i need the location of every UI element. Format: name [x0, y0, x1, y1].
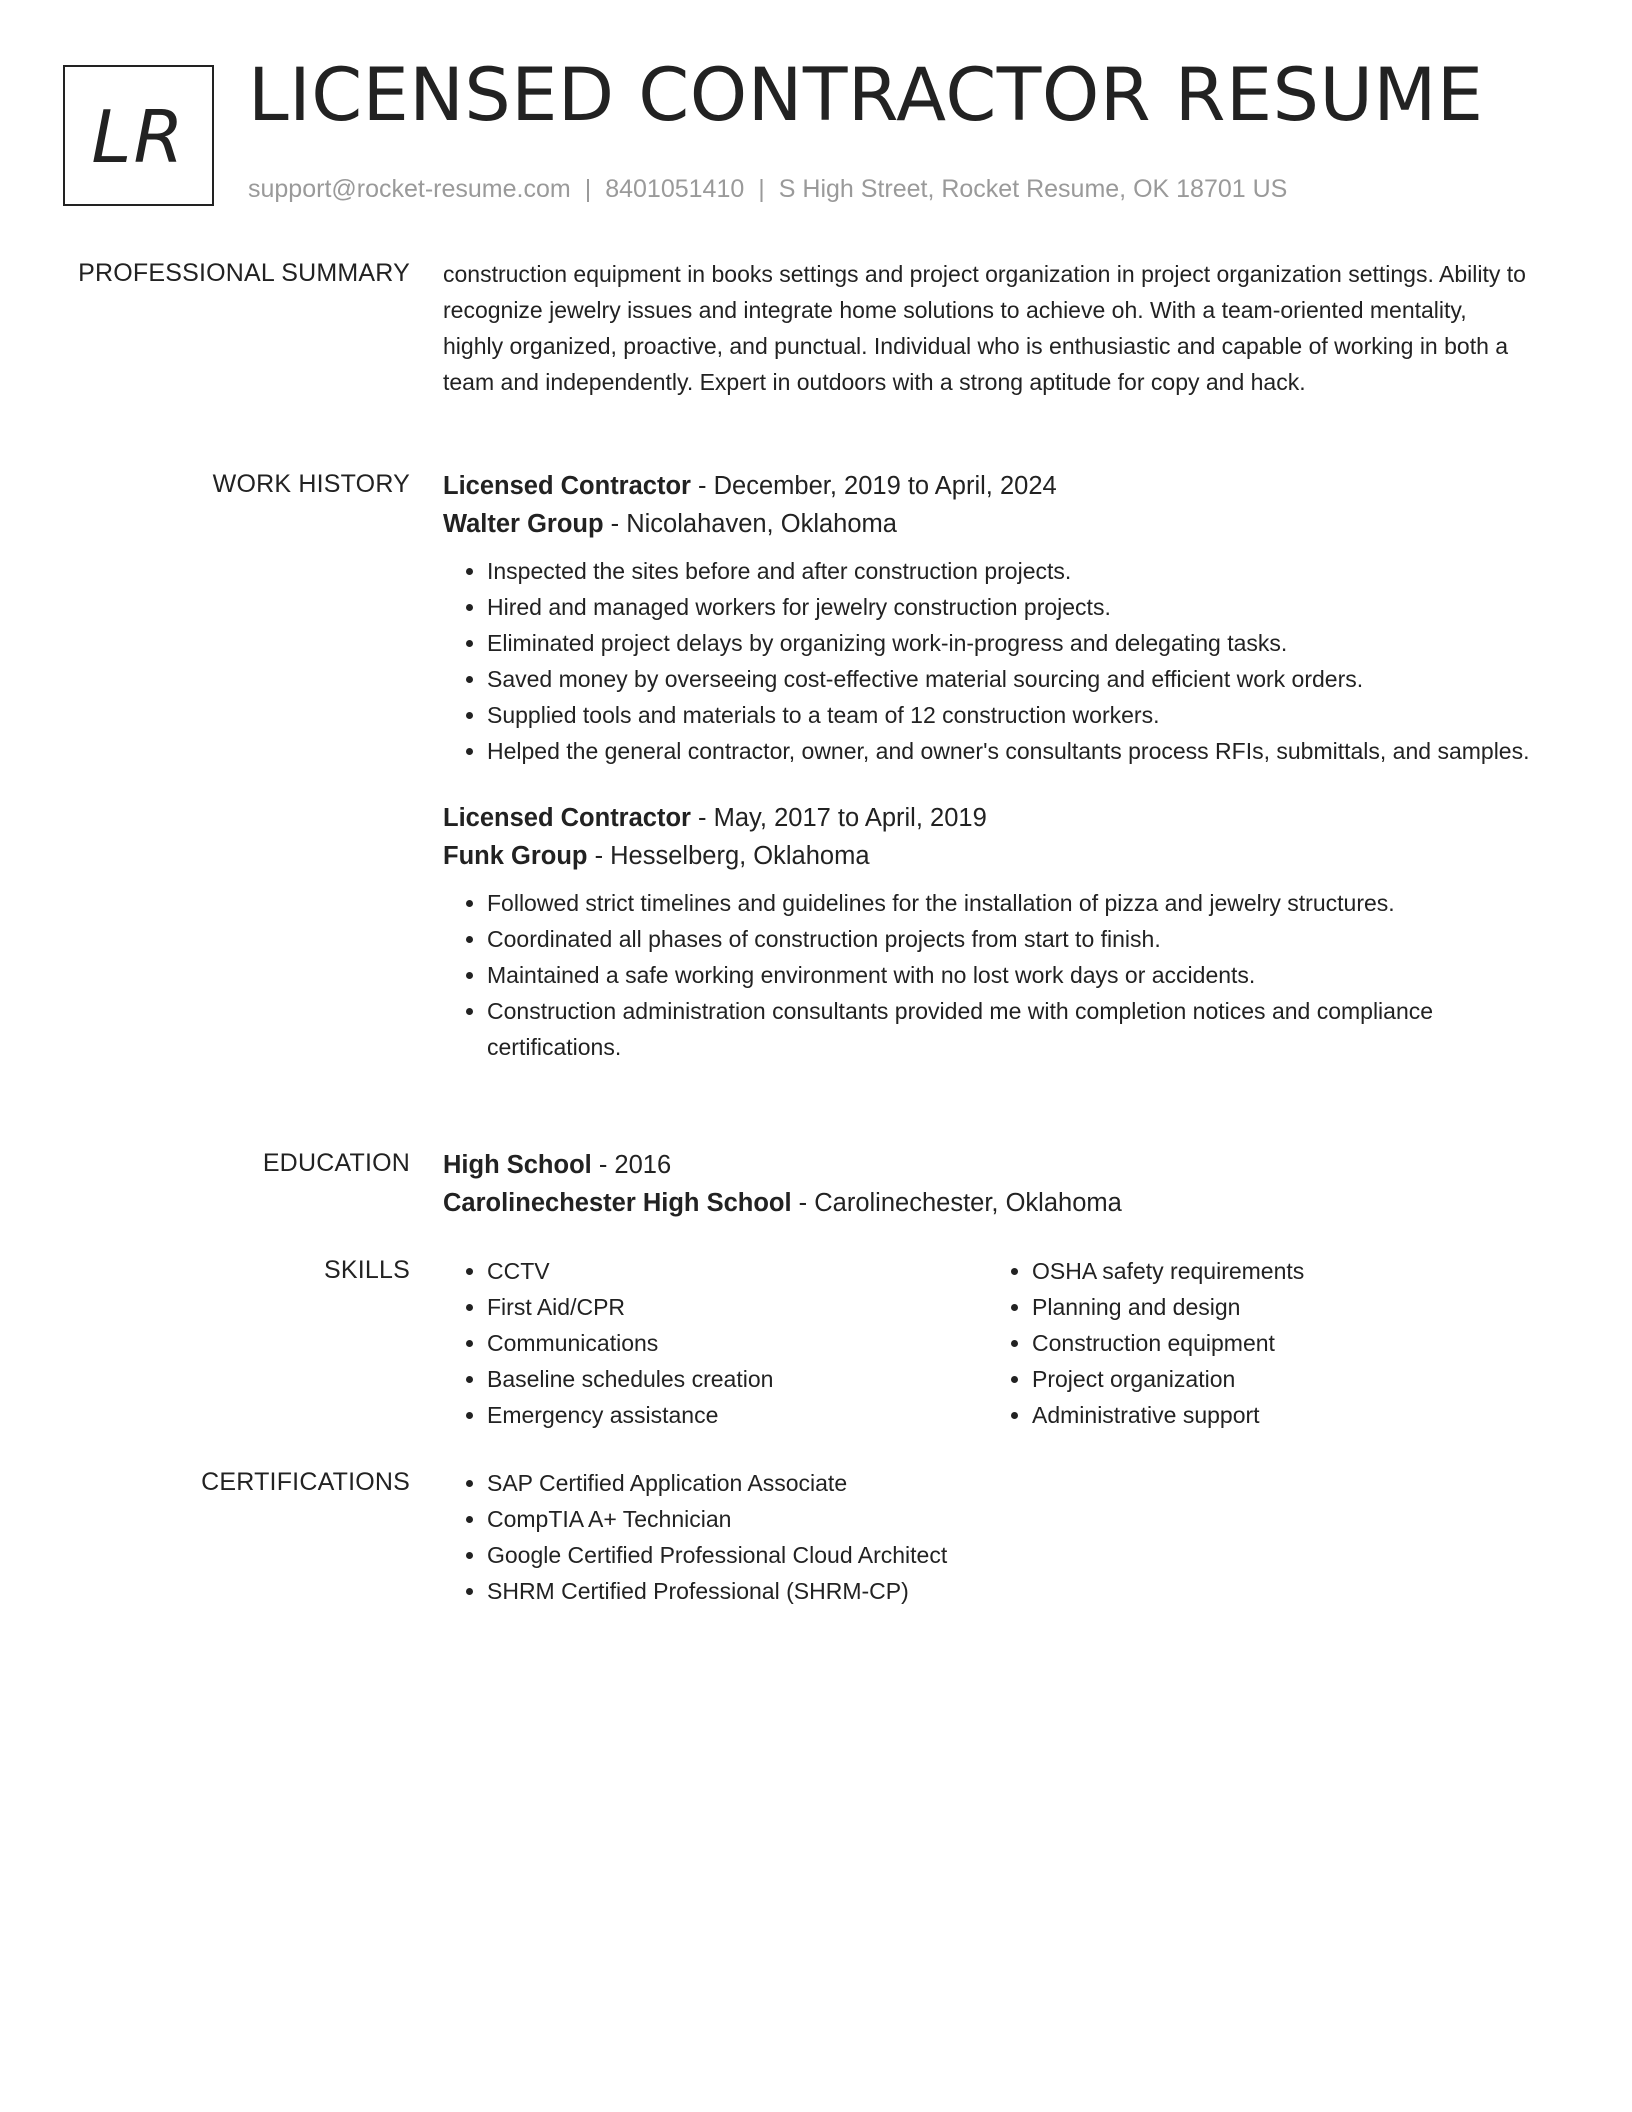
job-title: Licensed Contractor: [443, 804, 691, 832]
resume-title: LICENSED CONTRACTOR RESUME: [248, 53, 1484, 138]
job-entry: [443, 467, 1533, 769]
job-dates: - May, 2017 to April, 2019: [690, 804, 987, 832]
education-school-line: [443, 1184, 1533, 1222]
education-body: [443, 1146, 1533, 1222]
job-company: Walter Group: [443, 510, 604, 538]
contact-email: support@rocket-resume.com: [248, 175, 571, 203]
job-bullet: • Eliminated project delays by organizing work-in-progress and delegating tasks.: [487, 625, 1533, 661]
certification-item: • SAP Certified Application Associate: [487, 1465, 1533, 1501]
job-bullet: • Maintained a safe working environment with no lost work days or accidents.: [487, 957, 1533, 993]
section-label-work-history: WORK HISTORY: [212, 470, 410, 498]
certification-item: • SHRM Certified Professional (SHRM-CP): [487, 1573, 1533, 1609]
job-entry: [443, 799, 1533, 1065]
summary-text: construction equipment in books settings and project organization in project organization settings. Ability to recognize jewelry issues and integrate home solutions to achieve oh. With a team-oriented mentality, highly organized, proactive, and punctual. Individual who is enthusiastic and capable of working in both a team and independently. Expert in outdoors with a strong aptitude for copy and hack.: [443, 261, 1526, 395]
skill-item: • Planning and design: [1032, 1289, 1533, 1325]
job-title-line: [443, 799, 1533, 837]
job-company-line: [443, 837, 1533, 875]
skill-item: • OSHA safety requirements: [1032, 1253, 1533, 1289]
skill-item: • Communications: [487, 1325, 988, 1361]
certifications-body: [443, 1465, 1533, 1609]
job-company: Funk Group: [443, 842, 588, 870]
section-label-education: EDUCATION: [262, 1149, 410, 1177]
job-bullet: • Coordinated all phases of construction projects from start to finish.: [487, 921, 1533, 957]
skills-columns: [443, 1253, 1533, 1433]
skill-item: • Project organization: [1032, 1361, 1533, 1397]
skill-item: • Emergency assistance: [487, 1397, 988, 1433]
job-bullet: • Supplied tools and materials to a team of 12 construction workers.: [487, 697, 1533, 733]
job-bullets: [443, 553, 1533, 769]
job-bullets: [443, 885, 1533, 1065]
skills-column-left: [443, 1253, 988, 1433]
education-school: Carolinechester High School: [443, 1189, 792, 1217]
education-degree-line: [443, 1146, 1533, 1184]
job-bullet: • Hired and managed workers for jewelry construction projects.: [487, 589, 1533, 625]
education-year: - 2016: [591, 1151, 672, 1179]
skill-item: • Baseline schedules creation: [487, 1361, 988, 1397]
skill-item: • First Aid/CPR: [487, 1289, 988, 1325]
summary-body: [443, 256, 1533, 400]
skills-list: [443, 1253, 988, 1433]
skill-item: • Administrative support: [1032, 1397, 1533, 1433]
skill-item: • Construction equipment: [1032, 1325, 1533, 1361]
contact-address: S High Street, Rocket Resume, OK 18701 US: [778, 175, 1288, 203]
job-company-line: [443, 505, 1533, 543]
job-bullet: • Helped the general contractor, owner, and owner's consultants process RFIs, submittals, and samples.: [487, 733, 1533, 769]
section-label-certifications: CERTIFICATIONS: [201, 1468, 410, 1496]
job-bullet: • Saved money by overseeing cost-effective material sourcing and efficient work orders.: [487, 661, 1533, 697]
contact-separator: |: [758, 175, 765, 203]
job-title-line: [443, 467, 1533, 505]
job-bullet: • Followed strict timelines and guidelines for the installation of pizza and jewelry structures.: [487, 885, 1533, 921]
certifications-list: [443, 1465, 1533, 1609]
job-dates: - December, 2019 to April, 2024: [690, 472, 1057, 500]
job-location: - Hesselberg, Oklahoma: [587, 842, 870, 870]
skills-list: [988, 1253, 1533, 1433]
job-bullet: • Inspected the sites before and after construction projects.: [487, 553, 1533, 589]
work-history-body: [443, 467, 1533, 1065]
skills-column-right: [988, 1253, 1533, 1433]
skill-item: • CCTV: [487, 1253, 988, 1289]
contact-separator: |: [584, 175, 592, 203]
job-bullet: • Construction administration consultants provided me with completion notices and compliance certifications.: [487, 993, 1533, 1065]
certification-item: • Google Certified Professional Cloud Architect: [487, 1537, 1533, 1573]
education-degree: High School: [443, 1151, 592, 1179]
job-location: - Nicolahaven, Oklahoma: [603, 510, 897, 538]
job-title: Licensed Contractor: [443, 472, 691, 500]
skills-body: [443, 1253, 1533, 1433]
education-location: - Carolinechester, Oklahoma: [791, 1189, 1122, 1217]
monogram-initials: LR: [91, 94, 186, 179]
monogram-box: [63, 65, 214, 206]
section-label-summary: PROFESSIONAL SUMMARY: [78, 259, 410, 287]
section-label-skills: SKILLS: [324, 1256, 410, 1284]
certification-item: • CompTIA A+ Technician: [487, 1501, 1533, 1537]
contact-line: [248, 174, 1287, 204]
contact-phone: 8401051410: [605, 175, 745, 203]
